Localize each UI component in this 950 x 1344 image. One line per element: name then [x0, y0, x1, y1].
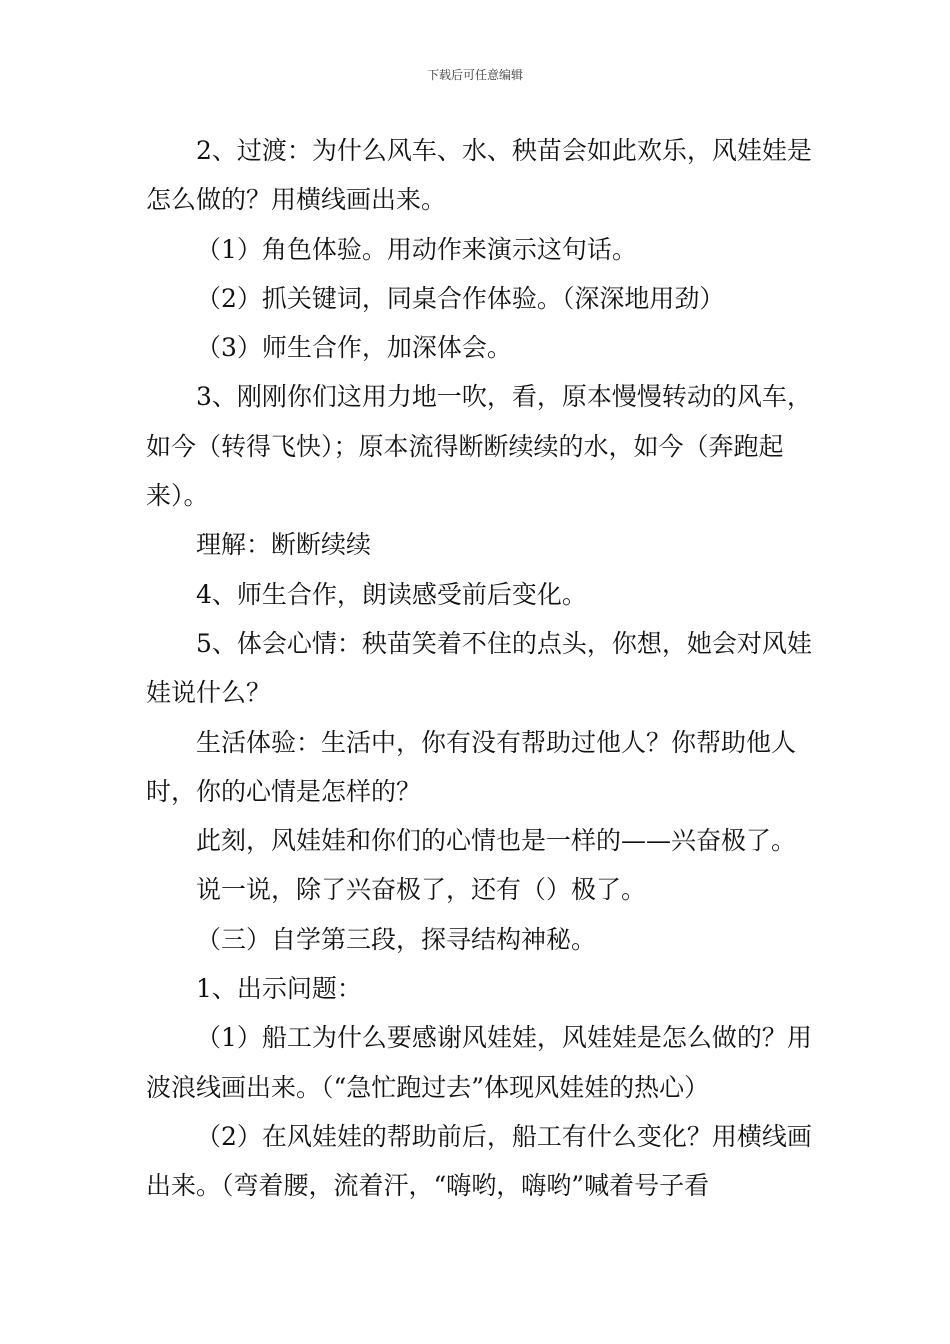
paragraph: 3、刚刚你们这用力地一吹，看，原本慢慢转动的风车，如今（转得飞快）；原本流得断断续续的水，如今（奔跑起来）。	[146, 382, 812, 511]
paragraph: 2、过渡：为什么风车、水、秧苗会如此欢乐，风娃娃是怎么做的？用横线画出来。	[146, 136, 812, 215]
paragraph: 说一说，除了兴奋极了，还有（）极了。	[196, 875, 647, 905]
paragraph: 生活体验：生活中，你有没有帮助过他人？你帮助他人时，你的心情是怎样的？	[146, 727, 797, 806]
paragraph: （1）角色体验。用动作来演示这句话。	[196, 234, 637, 264]
paragraph: （2）在风娃娃的帮助前后，船工有什么变化？用横线画出来。（弯着腰，流着汗，“嗨哟，嗨哟”喊着号子看	[146, 1121, 812, 1201]
paragraph: （3）师生合作，加深体会。	[196, 333, 512, 363]
paragraph: （三）自学第三段，探寻结构神秘。	[196, 924, 597, 954]
paragraph: 此刻，风娃娃和你们的心情也是一样的——兴奋极了。	[196, 826, 797, 856]
paragraph: 5、体会心情：秧苗笑着不住的点头，你想，她会对风娃娃说什么？	[146, 628, 812, 708]
paragraph: （1）船工为什么要感谢风娃娃，风娃娃是怎么做的？用波浪线画出来。（“急忙跑过去”体现风娃娃的热心）	[146, 1023, 812, 1102]
paragraph: 理解：断断续续	[196, 530, 372, 560]
paragraph: 4、师生合作，朗读感受前后变化。	[196, 579, 587, 609]
paragraph: （2）抓关键词，同桌合作体验。（深深地用劲）	[196, 283, 725, 313]
paragraph: 1、出示问题：	[196, 974, 362, 1004]
document-body	[146, 126, 818, 1211]
page-header: 下载后可任意编辑	[426, 68, 523, 82]
